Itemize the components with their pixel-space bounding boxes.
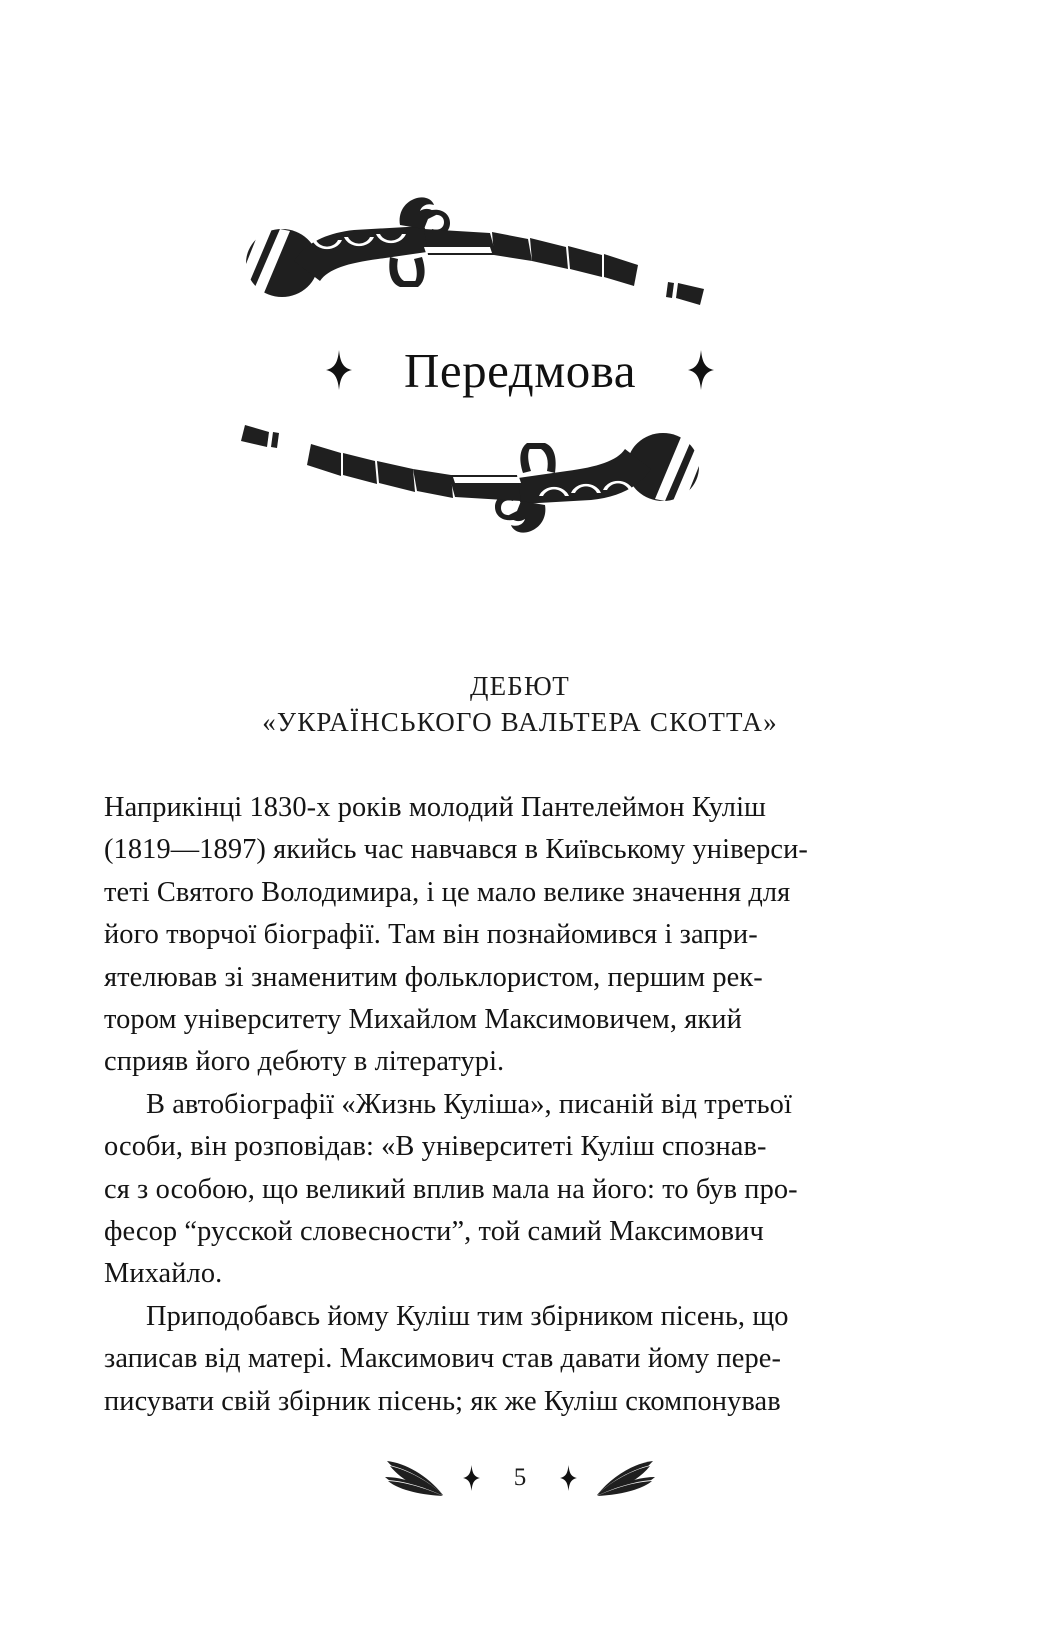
- chapter-title: Передмова: [404, 342, 636, 398]
- body-line: писувати свій збірник пісень; як же Куліш скомпонував: [104, 1385, 781, 1417]
- chapter-title-row: [0, 325, 1040, 415]
- body-line: особи, він розповідав: «В університеті Куліш спознав-: [104, 1131, 767, 1163]
- body-line: Наприкінці 1830-х років молодий Пантелеймон Куліш: [104, 792, 767, 823]
- body-line: ся з особою, що великий вплив мала на його: то був про-: [104, 1173, 798, 1205]
- body-line: Приподобавсь йому Куліш тим збірником пісень, що: [146, 1300, 789, 1332]
- section-heading-line-2: «УКРАЇНСЬКОГО ВАЛЬТЕРА СКОТТА»: [262, 707, 778, 737]
- wheat-leaf-flourish-icon: [595, 1457, 655, 1499]
- body-line: теті Святого Володимира, і це мало велике значення для: [104, 876, 791, 908]
- body-line: тором університету Михайлом Максимовичем, який: [104, 1004, 742, 1036]
- body-line: В автобіографії «Жизнь Куліша», писаній від третьої: [146, 1088, 792, 1120]
- body-line: Михайло.: [104, 1258, 223, 1290]
- body-line: записав від матері. Максимович став давати йому пере-: [104, 1343, 782, 1375]
- body-line: (1819—1897) якийсь час навчався в Київському універси-: [104, 834, 808, 866]
- section-heading: [0, 668, 1040, 740]
- body-line: фесор “русской словесности”, той самий Максимович: [104, 1216, 764, 1248]
- page-number: 5: [513, 1464, 527, 1491]
- four-point-star-icon: [688, 350, 714, 390]
- chapter-header: [0, 185, 1040, 555]
- body-line: ятелював зі знаменитим фольклористом, першим рек-: [104, 961, 763, 993]
- four-point-star-icon: [326, 350, 352, 390]
- body-line: сприяв його дебюту в літературі.: [104, 1046, 505, 1078]
- four-point-star-icon: [463, 1465, 480, 1491]
- section-heading-line-1: ДЕБЮТ: [470, 671, 570, 701]
- wheat-leaf-flourish-icon: [385, 1457, 445, 1499]
- page-footer: [0, 1443, 1040, 1513]
- flintlock-pistol-icon: [232, 415, 722, 545]
- flintlock-pistol-icon: [228, 185, 708, 315]
- body-text: [104, 787, 842, 1423]
- body-line: його творчої біографії. Там він познайомився і запри-: [104, 919, 758, 951]
- four-point-star-icon: [560, 1465, 577, 1491]
